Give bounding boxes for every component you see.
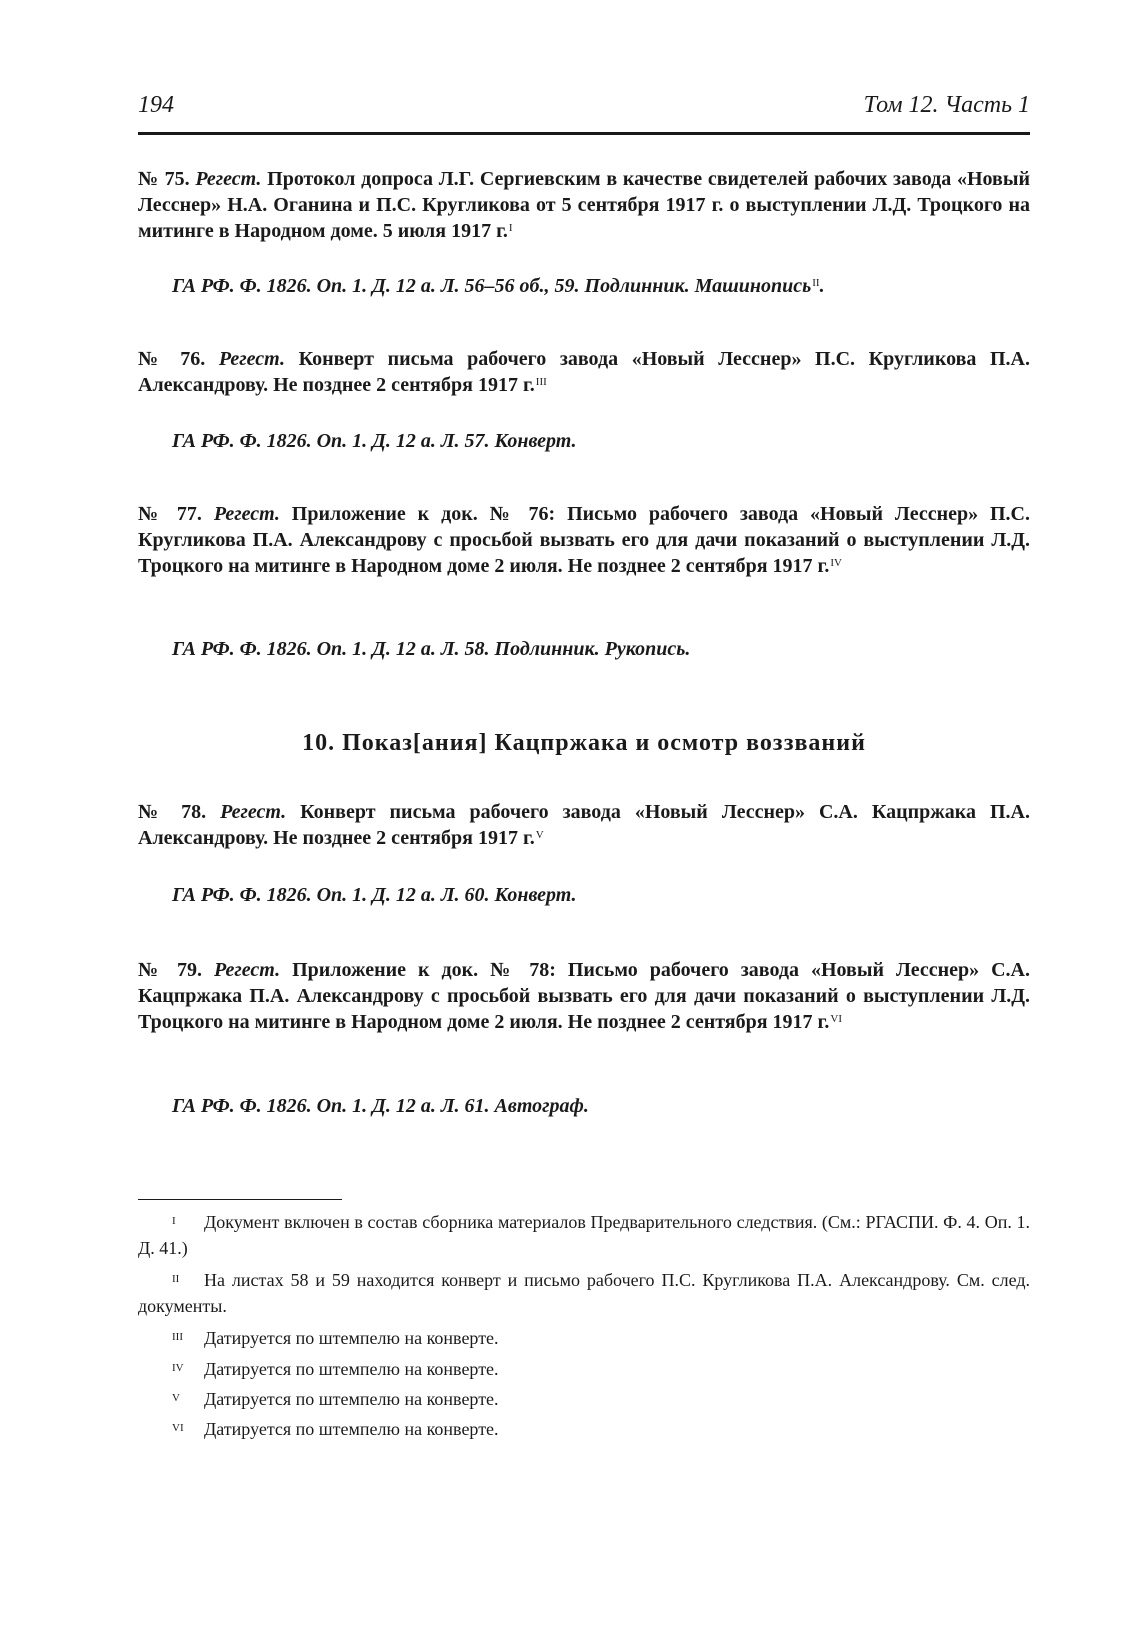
entry-77 bbox=[138, 501, 1030, 579]
footnote-rule bbox=[138, 1199, 342, 1200]
regest-label: Регест. bbox=[195, 168, 262, 190]
footnote-mark: V bbox=[172, 1392, 180, 1404]
footnote-mark: IV bbox=[172, 1362, 184, 1374]
entry-79-source bbox=[172, 1093, 1030, 1119]
entry-number: № 76. bbox=[138, 348, 206, 370]
volume-title: Том 12. Часть 1 bbox=[863, 92, 1030, 118]
source-text: ГА РФ. Ф. 1826. Оп. 1. Д. 12 а. Л. 56–56 об., 59. Подлинник. Машинопись bbox=[172, 275, 812, 297]
running-header bbox=[138, 92, 1030, 132]
entry-number: № 75. bbox=[138, 168, 190, 190]
entry-76 bbox=[138, 346, 1030, 398]
entry-76-source bbox=[172, 428, 1030, 454]
document-page bbox=[138, 0, 1030, 1631]
footnote bbox=[138, 1267, 1030, 1319]
footnote bbox=[138, 1209, 1030, 1261]
entry-78 bbox=[138, 799, 1030, 851]
footnote bbox=[138, 1356, 1030, 1382]
footnote-mark: I bbox=[172, 1215, 176, 1227]
source-text: ГА РФ. Ф. 1826. Оп. 1. Д. 12 а. Л. 61. Автограф. bbox=[172, 1095, 589, 1117]
regest-label: Регест. bbox=[214, 959, 281, 981]
entry-text: Приложение к док. № 78: Письмо рабочего завода «Новый Лесснер» С.А. Кацпржака П.А. Александрову с просьбой вызвать его для дачи показаний о выступлении Л.Д. Троцкого на митинге в Народном доме 2 июля. Не позднее 2 сентября 1917 г. bbox=[138, 959, 1031, 1033]
footnote-ref: III bbox=[535, 376, 547, 388]
footnote-text: Документ включен в состав сборника материалов Предварительного следствия. (См.: РГАСПИ. Ф. 4. Оп. 1. Д. 41.) bbox=[138, 1212, 1030, 1258]
footnote-text: На листах 58 и 59 находится конверт и письмо рабочего П.С. Кругликова П.А. Александрову. См. след. документы. bbox=[138, 1270, 1030, 1316]
footnote-ref: II bbox=[812, 277, 820, 289]
entry-number: № 78. bbox=[138, 801, 207, 823]
footnote-ref: I bbox=[508, 222, 513, 234]
entry-text: Протокол допроса Л.Г. Сергиевским в качестве свидетелей рабочих завода «Новый Лесснер» Н.А. Оганина и П.С. Кругликова от 5 сентября 1917 г. о выступлении Л.Д. Троцкого на митинге в Народном доме. 5 июля 1917 г. bbox=[138, 168, 1030, 242]
source-tail: . bbox=[819, 275, 825, 297]
footnote-mark: VI bbox=[172, 1422, 184, 1434]
entry-text: Конверт письма рабочего завода «Новый Лесснер» С.А. Кацпржака П.А. Александрову. Не позднее 2 сентября 1917 г. bbox=[138, 801, 1030, 849]
entry-75 bbox=[138, 166, 1030, 244]
section-heading: 10. Показ[ания] Кацпржака и осмотр воззваний bbox=[302, 730, 866, 756]
entry-number: № 77. bbox=[138, 503, 202, 525]
footnote-ref: V bbox=[535, 829, 544, 841]
entry-text: Приложение к док. № 76: Письмо рабочего завода «Новый Лесснер» П.С. Кругликова П.А. Александрову с просьбой вызвать его для дачи показаний о выступлении Л.Д. Троцкого на митинге в Народном доме 2 июля. Не позднее 2 сентября 1917 г. bbox=[138, 503, 1031, 577]
footnote-ref: IV bbox=[830, 557, 842, 569]
entry-78-source bbox=[172, 882, 1030, 908]
source-text: ГА РФ. Ф. 1826. Оп. 1. Д. 12 а. Л. 60. Конверт. bbox=[172, 884, 577, 906]
footnote-text: Датируется по штемпелю на конверте. bbox=[204, 1328, 499, 1348]
footnote-text: Датируется по штемпелю на конверте. bbox=[204, 1389, 499, 1409]
entry-text: Конверт письма рабочего завода «Новый Лесснер» П.С. Кругликова П.А. Александрову. Не позднее 2 сентября 1917 г. bbox=[138, 348, 1030, 396]
footnote bbox=[138, 1325, 1030, 1351]
footnote-mark: III bbox=[172, 1331, 183, 1343]
source-text: ГА РФ. Ф. 1826. Оп. 1. Д. 12 а. Л. 57. Конверт. bbox=[172, 430, 577, 452]
regest-label: Регест. bbox=[213, 503, 280, 525]
footnote bbox=[138, 1386, 1030, 1412]
footnote-mark: II bbox=[172, 1273, 180, 1285]
header-rule bbox=[138, 132, 1030, 135]
footnote-ref: VI bbox=[830, 1013, 842, 1025]
page-number: 194 bbox=[138, 92, 174, 118]
entry-75-source bbox=[172, 273, 1030, 299]
regest-label: Регест. bbox=[220, 801, 287, 823]
entry-number: № 79. bbox=[138, 959, 203, 981]
regest-label: Регест. bbox=[218, 348, 285, 370]
footnote-text: Датируется по штемпелю на конверте. bbox=[204, 1419, 499, 1439]
source-text: ГА РФ. Ф. 1826. Оп. 1. Д. 12 а. Л. 58. Подлинник. Рукопись. bbox=[172, 638, 691, 660]
footnote-text: Датируется по штемпелю на конверте. bbox=[204, 1359, 499, 1379]
footnote bbox=[138, 1416, 1030, 1442]
entry-77-source bbox=[172, 636, 1030, 662]
entry-79 bbox=[138, 957, 1030, 1035]
